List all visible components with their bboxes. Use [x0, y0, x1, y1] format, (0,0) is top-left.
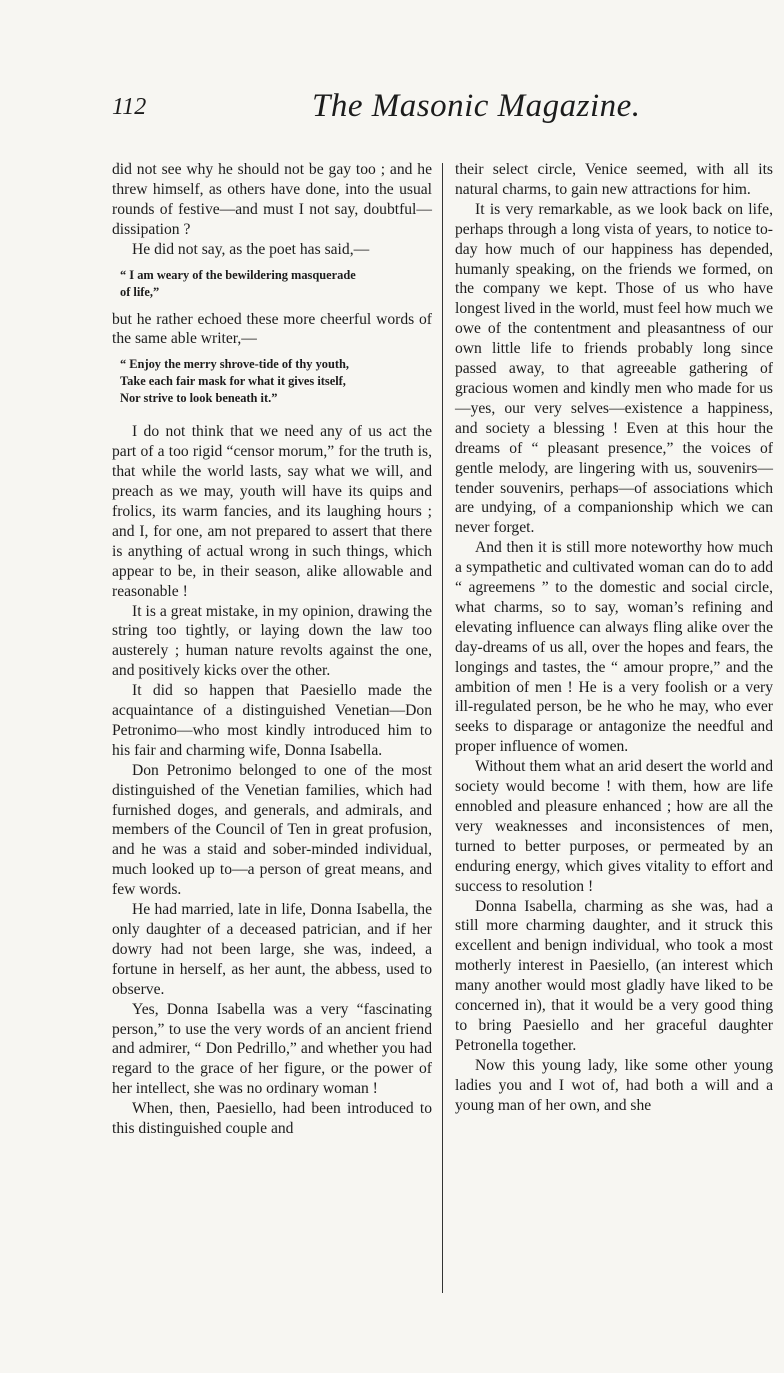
paragraph: Yes, Donna Isabella was a very “fascinating person,” to use the very words of an ancient friend and admirer, “ Don Pedrillo,” and whether you had regard to the grace of her figure, or the power of her intellect, she was no ordinary woman ! [112, 1000, 432, 1098]
running-title: The Masonic Magazine. [312, 88, 641, 124]
paragraph: Now this young lady, like some other young ladies you and I wot of, had both a will and a young man of her own, and she [455, 1056, 773, 1114]
quote-line: of life,” [120, 284, 160, 299]
left-column [112, 160, 432, 1139]
paragraph: And then it is still more noteworthy how much a sympathetic and cultivated woman can do to add “ agreemens ” to the domestic and social circle, what charms, so to say, woman’s refining and elevating influence can always fling alike over the day-dreams of us all, over the hopes and fears, the longings and tastes, the “ amour propre,” and the ambition of men ! He is a very foolish or a very ill-regulated person, be he who he may, who ever seeks to disparage or antagonize the needful and proper influence of women. [455, 539, 773, 756]
quote-line: Nor strive to look beneath it.” [120, 391, 278, 406]
right-column [455, 160, 773, 1116]
paragraph: It is a great mistake, in my opinion, drawing the string too tightly, or laying down the law too austerely ; human nature revolts against the one, and positively kicks over the other. [112, 602, 432, 680]
page-header [112, 84, 772, 128]
paragraph: their select circle, Venice seemed, with all its natural charms, to gain new attractions for him. [455, 161, 773, 198]
quote-line: “ I am weary of the bewildering masquerade [120, 267, 356, 282]
page-number: 112 [112, 94, 147, 120]
paragraph: It did so happen that Paesiello made the acquaintance of a distinguished Venetian—Don Petronimo—who most kindly introduced him to his fair and charming wife, Donna Isabella. [112, 682, 432, 759]
paragraph: Don Petronimo belonged to one of the most distinguished of the Venetian families, which had furnished doges, and generals, and admirals, and members of the Council of Ten in great profusion, and he was a staid and sober-minded individual, much looked up to—a person of great means, and few words. [112, 761, 432, 899]
paragraph: He had married, late in life, Donna Isabella, the only daughter of a deceased patrician, and if her dowry had not been large, she was, indeed, a fortune in herself, as her aunt, the abbess, used to observe. [112, 901, 432, 998]
paragraph: When, then, Paesiello, had been introduced to this distinguished couple and [112, 1100, 432, 1138]
quote-line: Take each fair mask for what it gives itself, [120, 374, 346, 389]
paragraph: He did not say, as the poet has said,— [132, 240, 370, 258]
verse-quote [112, 356, 432, 407]
paragraph: but he rather echoed these more cheerful words of the same able writer,— [112, 310, 432, 348]
column-divider [442, 163, 443, 1293]
paragraph: Donna Isabella, charming as she was, had a still more charming daughter, and it struck this excellent and benign individual, who took a most motherly interest in Paesiello, (an interest which many another would most gladly have liked to be concerned in), that it would be a very good thing to bring Paesiello and her graceful daughter Petronella together. [455, 897, 773, 1054]
paragraph: It is very remarkable, as we look back on life, perhaps through a long vista of years, to notice to-day how much of our happiness has depended, humanly speaking, on the friends we formed, on the company we kept. Those of us who have longest lived in the world, must feel how much we owe of the contentment and pleasantness of our own little life to friends probably long since passed away, to that agreeable gathering of gracious women and kindly men who made for us —yes, our very selves—existence a happiness, and society a blessing ! Even at this hour the dreams of “ pleasant presence,” the voices of gentle melody, are lingering with us, souvenirs—tender souvenirs, perhaps—of associations which are undying, of a companionship which we can never forget. [455, 200, 773, 537]
verse-quote [112, 267, 432, 301]
quote-line: “ Enjoy the merry shrove-tide of thy youth, [120, 357, 349, 372]
paragraph: I do not think that we need any of us act the part of a too rigid “censor morum,” for the truth is, that while the world lasts, say what we will, and preach as we may, youth will have its quips and frolics, its warm fancies, and its laughing hours ; and I, for one, am not prepared to assert that there is anything of actual wrong in such things, which appear to be, in their season, alike allowable and reasonable ! [112, 423, 432, 600]
paragraph: Without them what an arid desert the world and society would become ! with them, how are life ennobled and pleasure enhanced ; how are all the very weaknesses and inconsistences of men, turned to better purposes, or permeated by an enduring energy, which gives vitality to effort and success to resolution ! [455, 758, 773, 895]
paragraph: did not see why he should not be gay too ; and he threw himself, as others have done, into the usual rounds of festive—and must I not say, doubtful—dissipation ? [112, 161, 432, 238]
